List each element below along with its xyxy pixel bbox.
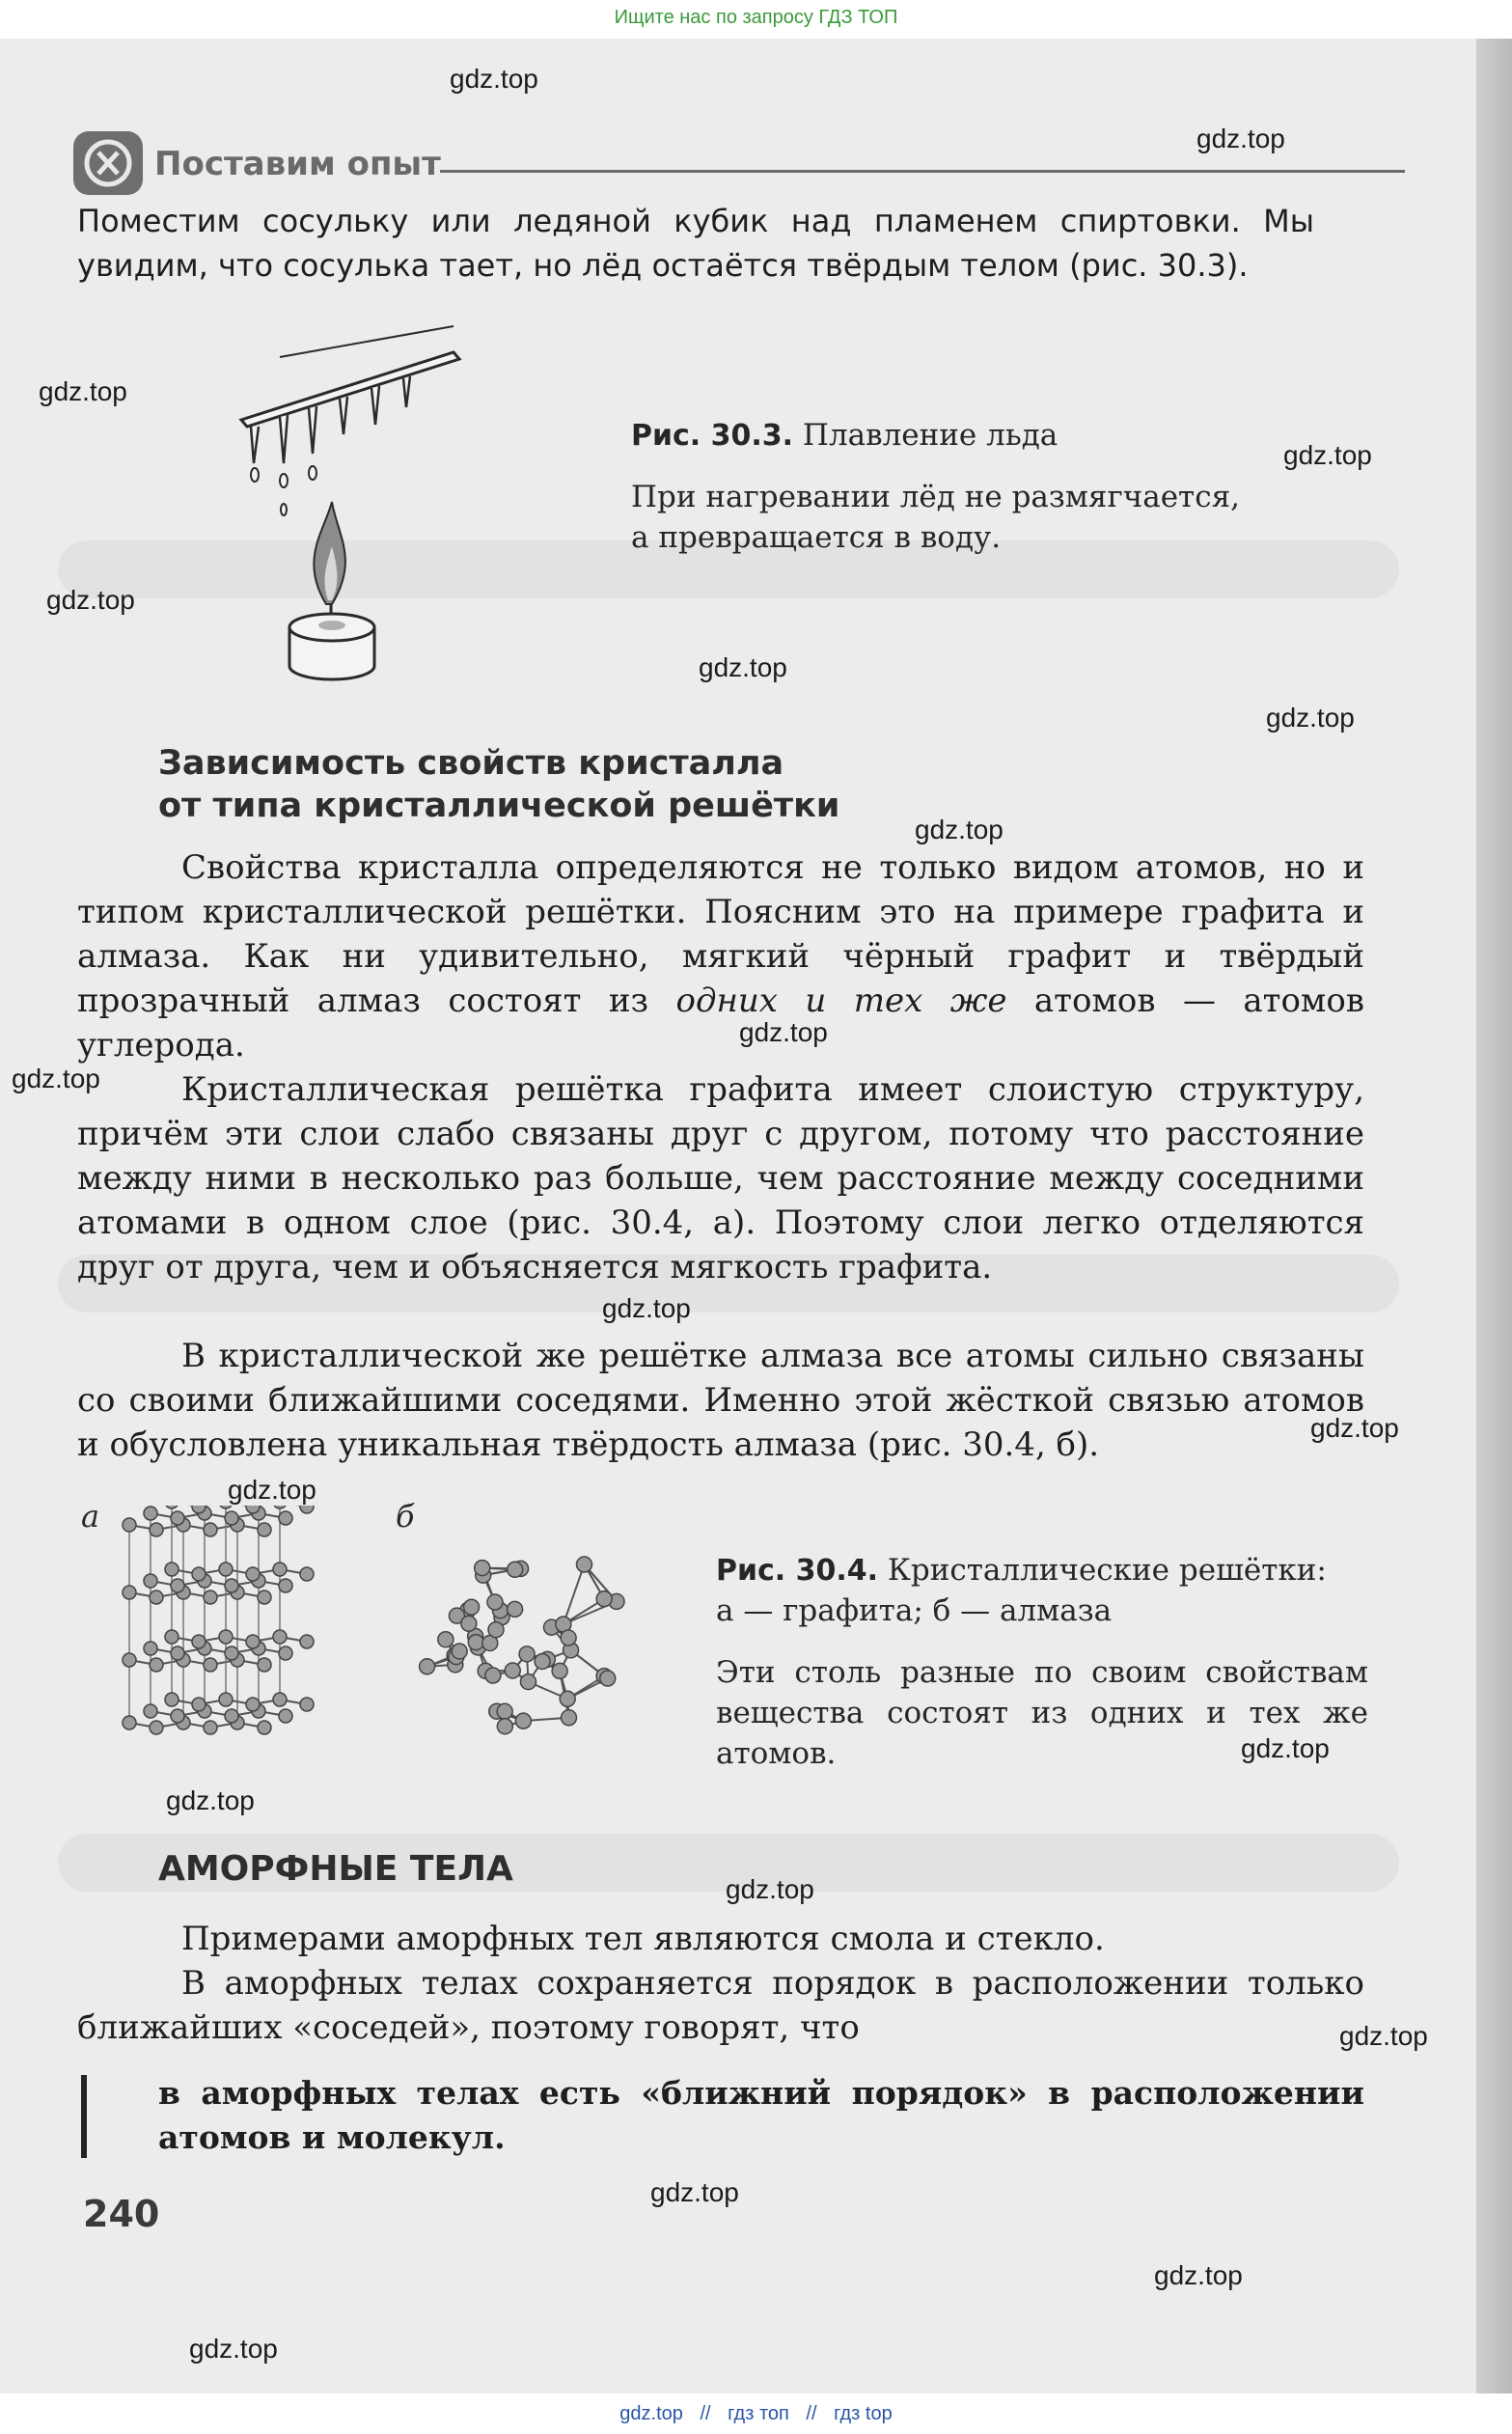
carbon-atom bbox=[279, 1579, 292, 1592]
carbon-atom bbox=[258, 1590, 271, 1604]
carbon-atom bbox=[487, 1594, 503, 1610]
carbon-atom bbox=[123, 1586, 136, 1599]
carbon-atom bbox=[192, 1635, 206, 1648]
watermark: gdz.top bbox=[699, 652, 787, 682]
carbon-atom bbox=[219, 1630, 233, 1644]
carbon-atom bbox=[144, 1642, 157, 1655]
carbon-atom bbox=[464, 1599, 480, 1615]
carbon-atom bbox=[279, 1709, 292, 1723]
carbon-atom bbox=[150, 1523, 163, 1536]
figure-30-4-legend: а — графита; б — алмаза bbox=[716, 1593, 1113, 1628]
watermark: gdz.top bbox=[450, 64, 538, 94]
carbon-atom bbox=[165, 1563, 179, 1576]
carbon-atom bbox=[273, 1506, 287, 1508]
watermark: gdz.top bbox=[12, 1064, 100, 1093]
paragraph-graphite: Кристаллическая решётка графита имеет слоистую структуру, причём эти слои слабо связаны друг с другом, потому что расстояние между ними в несколько раз больше, чем расстояние между соседними атомами в одном слое (рис. 30.4, а). Поэтому слои легко отделяются друг от друга, чем и объясняется мягкость графита. bbox=[77, 1070, 1364, 1286]
carbon-atom bbox=[204, 1658, 217, 1672]
carbon-atom bbox=[438, 1632, 454, 1647]
carbon-atom bbox=[508, 1601, 523, 1617]
carbon-atom bbox=[519, 1646, 535, 1662]
carbon-atom bbox=[171, 1646, 184, 1660]
carbon-atom bbox=[150, 1721, 163, 1734]
carbon-atom bbox=[225, 1511, 238, 1525]
watermark: gdz.top bbox=[1283, 440, 1372, 470]
carbon-atom bbox=[515, 1713, 531, 1729]
amorphous-paragraph-2: В аморфных телах сохраняется порядок в расположении только ближайших «соседей», поэтому говорят, что bbox=[77, 1964, 1364, 2047]
carbon-atom bbox=[165, 1506, 179, 1508]
carbon-atom bbox=[246, 1635, 260, 1648]
amorphous-rule: в аморфных телах есть «ближний порядок» в расположении атомов и молекул. bbox=[158, 2074, 1364, 2156]
figure-30-3-line-2: а превращается в воду. bbox=[631, 520, 1002, 555]
watermark: gdz.top bbox=[1154, 2260, 1243, 2290]
carbon-atom bbox=[300, 1635, 314, 1648]
carbon-atom bbox=[171, 1511, 184, 1525]
experiment-title: Поставим опыт bbox=[154, 145, 441, 183]
separator: // bbox=[700, 2403, 711, 2424]
carbon-atom bbox=[219, 1563, 233, 1576]
carbon-atom bbox=[123, 1653, 136, 1667]
carbon-atom bbox=[144, 1507, 157, 1520]
carbon-atom bbox=[279, 1511, 292, 1525]
carbon-atom bbox=[577, 1557, 592, 1572]
carbon-atom bbox=[144, 1704, 157, 1718]
carbon-atom bbox=[497, 1719, 512, 1734]
figure-30-4-note: Эти столь разные по своим свойствам вещества состоят из одних и тех же атомов. bbox=[716, 1655, 1368, 1771]
paragraph-diamond: В кристаллической же решётке алмаза все атомы сильно связаны со своими ближайшими соседями. Именно этой жёсткой связью атомов и обусловлена уникальная твёрдость алмаза (рис. 30.4, б). bbox=[77, 1337, 1364, 1464]
bond bbox=[564, 1564, 585, 1624]
carbon-atom bbox=[150, 1590, 163, 1604]
watermark: gdz.top bbox=[1266, 703, 1355, 733]
carbon-atom bbox=[273, 1630, 287, 1644]
diamond-lattice-illustration bbox=[386, 1525, 646, 1747]
carbon-atom bbox=[468, 1635, 483, 1650]
carbon-atom bbox=[258, 1721, 271, 1734]
watermark: gdz.top bbox=[228, 1475, 316, 1505]
carbon-atom bbox=[258, 1523, 271, 1536]
carbon-atom bbox=[488, 1622, 504, 1638]
carbon-atom bbox=[508, 1562, 523, 1577]
carbon-atom bbox=[505, 1663, 520, 1678]
watermark: gdz.top bbox=[189, 2334, 278, 2364]
paragraph-properties: Свойства кристалла определяются не только видом атомов, но и типом кристаллической решётки. Поясним это на примере графита и алмаза. Как ни удивительно, мягкий чёрный графит и твёрдый прозрачный алмаз состоят из одних и тех же атомов — атомов углерода. bbox=[77, 848, 1364, 1065]
carbon-atom bbox=[204, 1523, 217, 1536]
carbon-atom bbox=[300, 1698, 314, 1711]
carbon-atom bbox=[600, 1671, 616, 1686]
carbon-atom bbox=[225, 1579, 238, 1592]
carbon-atom bbox=[204, 1590, 217, 1604]
carbon-atom bbox=[520, 1674, 536, 1690]
carbon-atom bbox=[171, 1709, 184, 1723]
carbon-atom bbox=[219, 1506, 233, 1508]
carbon-atom bbox=[123, 1716, 136, 1729]
figure-30-3-line-1: При нагревании лёд не размягчается, bbox=[631, 480, 1240, 514]
top-banner[interactable]: Ищите нас по запросу ГДЗ ТОП bbox=[0, 0, 1512, 39]
bottom-banner[interactable] bbox=[0, 2393, 1512, 2434]
watermark: gdz.top bbox=[726, 1874, 814, 1904]
carbon-atom bbox=[225, 1646, 238, 1660]
carbon-atom bbox=[165, 1693, 179, 1706]
divider bbox=[440, 170, 1405, 173]
carbon-atom bbox=[246, 1567, 260, 1581]
watermark: gdz.top bbox=[602, 1293, 691, 1323]
section-heading-line-1: Зависимость свойств кристалла bbox=[158, 744, 784, 783]
watermark: gdz.top bbox=[39, 376, 127, 406]
carbon-atom bbox=[535, 1653, 550, 1669]
separator: // bbox=[806, 2403, 817, 2424]
carbon-atom bbox=[219, 1693, 233, 1706]
watermark: gdz.top bbox=[1339, 2021, 1428, 2051]
bottom-link-3[interactable]: гдз top bbox=[834, 2403, 893, 2424]
carbon-atom bbox=[273, 1563, 287, 1576]
amorphous-paragraph-1: Примерами аморфных тел являются смола и стекло. bbox=[181, 1920, 1105, 1958]
graphite-lattice-illustration bbox=[116, 1506, 386, 1737]
carbon-atom bbox=[246, 1506, 260, 1513]
carbon-atom bbox=[552, 1663, 567, 1678]
watermark: gdz.top bbox=[1310, 1413, 1399, 1443]
amorphous-heading: АМОРФНЫЕ ТЕЛА bbox=[158, 1849, 513, 1889]
experiment-text: Поместим сосульку или ледяной кубик над пламенем спиртовки. Мы увидим, что сосулька тает, но лёд остаётся твёрдым телом (рис. 30.3). bbox=[77, 203, 1314, 284]
carbon-atom bbox=[562, 1710, 577, 1726]
carbon-atom bbox=[596, 1591, 612, 1607]
watermark: gdz.top bbox=[739, 1017, 828, 1047]
page-edge-shadow bbox=[1476, 0, 1512, 2393]
carbon-atom bbox=[300, 1567, 314, 1581]
bottom-link-1[interactable]: gdz.top bbox=[619, 2403, 683, 2424]
carbon-atom bbox=[192, 1567, 206, 1581]
carbon-atom bbox=[150, 1658, 163, 1672]
melting-ice-illustration bbox=[232, 318, 492, 685]
section-heading-line-2: от типа кристаллической решётки bbox=[158, 787, 840, 825]
watermark: gdz.top bbox=[1241, 1733, 1330, 1763]
watermark: gdz.top bbox=[915, 815, 1003, 844]
watermark: gdz.top bbox=[166, 1785, 255, 1815]
carbon-atom bbox=[475, 1561, 490, 1576]
watermark: gdz.top bbox=[1196, 124, 1285, 153]
carbon-atom bbox=[273, 1693, 287, 1706]
carbon-atom bbox=[246, 1698, 260, 1711]
carbon-atom bbox=[165, 1630, 179, 1644]
carbon-atom bbox=[144, 1574, 157, 1588]
experiment-header bbox=[73, 131, 1405, 199]
carbon-atom bbox=[561, 1630, 576, 1646]
label-b: б bbox=[396, 1498, 415, 1535]
carbon-atom bbox=[171, 1579, 184, 1592]
carbon-atom bbox=[300, 1506, 314, 1513]
figure-30-3-caption: Рис. 30.3. Плавление льда bbox=[631, 418, 1058, 453]
carbon-atom bbox=[192, 1506, 206, 1513]
figure-30-4-caption: Рис. 30.4. Кристаллические решётки: bbox=[716, 1553, 1327, 1588]
carbon-atom bbox=[560, 1691, 575, 1706]
watermark: gdz.top bbox=[650, 2177, 739, 2207]
bottom-link-2[interactable]: гдз топ bbox=[728, 2403, 789, 2424]
carbon-atom bbox=[420, 1659, 435, 1674]
watermark: gdz.top bbox=[46, 585, 135, 615]
carbon-atom bbox=[461, 1616, 477, 1631]
carbon-atom bbox=[497, 1703, 512, 1719]
carbon-atom bbox=[192, 1698, 206, 1711]
carbon-atom bbox=[258, 1658, 271, 1672]
carbon-atom bbox=[204, 1721, 217, 1734]
carbon-atom bbox=[225, 1709, 238, 1723]
flask-icon bbox=[73, 131, 143, 195]
carbon-atom bbox=[279, 1646, 292, 1660]
emphasis-bar bbox=[81, 2075, 87, 2158]
carbon-atom bbox=[452, 1644, 467, 1659]
page-number: 240 bbox=[83, 2193, 160, 2235]
carbon-atom bbox=[485, 1668, 501, 1683]
label-a: а bbox=[81, 1498, 100, 1535]
carbon-atom bbox=[123, 1518, 136, 1532]
